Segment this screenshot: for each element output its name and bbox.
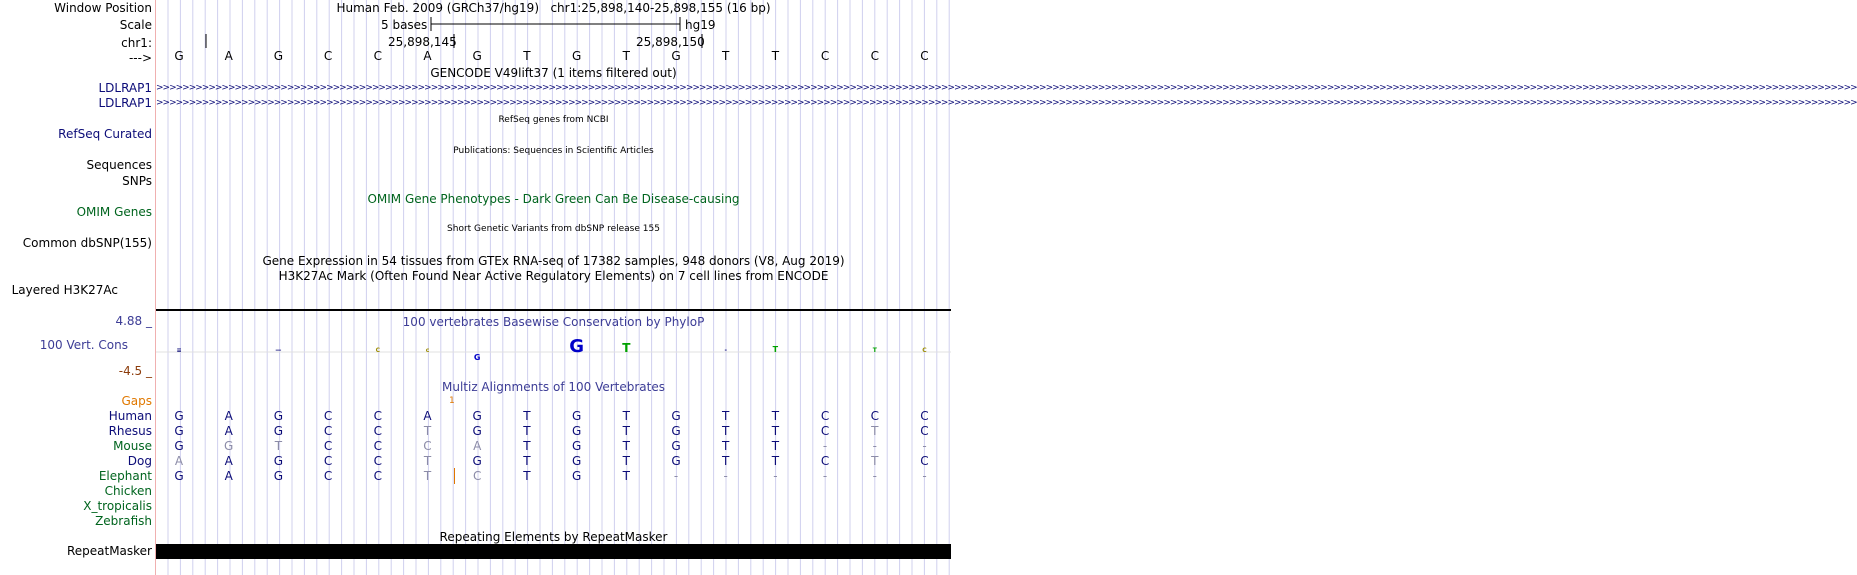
alignment-base: C xyxy=(920,424,929,438)
ldlrap1-label-2[interactable]: LDLRAP1 xyxy=(98,96,152,110)
alignment-base: C xyxy=(920,409,929,423)
alignment-base: C xyxy=(820,424,830,438)
alignment-base: C xyxy=(820,454,830,468)
position-tick-1: 25,898,145 xyxy=(388,35,457,49)
h3k27ac-signal-line xyxy=(156,309,951,311)
alignment-base: T xyxy=(622,424,630,438)
alignment-base: G xyxy=(174,424,184,438)
alignment-base: C xyxy=(870,409,879,423)
alignment-base: - xyxy=(822,439,828,453)
alignment-base: - xyxy=(673,469,679,483)
refseq-title: RefSeq genes from NCBI xyxy=(498,115,609,125)
alignment-base: C xyxy=(820,409,830,423)
track-display[interactable] xyxy=(155,0,1857,575)
sequences-label[interactable]: Sequences xyxy=(86,158,152,172)
alignment-base: C xyxy=(423,439,432,453)
ldlrap1-label-1[interactable]: LDLRAP1 xyxy=(98,81,152,95)
alignment-base: A xyxy=(174,454,184,468)
conservation-letter: C xyxy=(922,347,927,354)
alignment-base: T xyxy=(523,424,531,438)
alignment-base: G xyxy=(174,409,184,423)
reference-base: G xyxy=(472,49,482,63)
alignment-base: C xyxy=(373,424,382,438)
alignment-base: C xyxy=(323,454,333,468)
alignment-base: T xyxy=(771,439,780,453)
alignment-base: G xyxy=(571,424,582,438)
vert-cons-label[interactable]: 100 Vert. Cons xyxy=(39,338,128,352)
alignment-base: G xyxy=(571,439,582,453)
position-range: chr1:25,898,140-25,898,155 (16 bp) xyxy=(550,1,771,15)
species-label-x_tropicalis[interactable]: X_tropicalis xyxy=(83,499,152,513)
species-label-rhesus[interactable]: Rhesus xyxy=(108,424,152,438)
alignment-base: T xyxy=(523,439,531,453)
alignment-base: G xyxy=(273,469,284,483)
alignment-base: T xyxy=(871,454,879,468)
strand-arrow-label: ---> xyxy=(128,51,152,65)
alignment-base: G xyxy=(671,454,681,468)
alignment-base: - xyxy=(872,439,877,453)
alignment-base: - xyxy=(773,469,778,483)
scale-db: hg19 xyxy=(685,18,716,32)
repeatmasker-label[interactable]: RepeatMasker xyxy=(66,544,152,558)
alignment-base: - xyxy=(822,469,828,483)
alignment-base: T xyxy=(771,424,780,438)
conservation-letter: T xyxy=(872,347,877,354)
conservation-letter: ≡ xyxy=(176,347,182,354)
alignment-base: - xyxy=(723,469,728,483)
alignment-base: T xyxy=(423,424,432,438)
alignment-base: A xyxy=(224,409,233,423)
alignment-base: T xyxy=(523,409,531,423)
alignment-base: C xyxy=(323,439,333,453)
conservation-logo xyxy=(156,330,951,375)
alignment-base: T xyxy=(871,424,879,438)
position-tick-2: 25,898,150 xyxy=(636,35,705,49)
reference-base: C xyxy=(870,49,879,63)
assembly-name: Human Feb. 2009 (GRCh37/hg19) xyxy=(336,1,539,15)
alignment-base: C xyxy=(323,424,333,438)
gtex-title: Gene Expression in 54 tissues from GTEx RNA-seq of 17382 samples, 948 donors (V8, Aug 2019) xyxy=(262,254,845,268)
alignment-base: G xyxy=(571,454,582,468)
alignment-base: G xyxy=(224,439,234,453)
alignment-base: A xyxy=(224,424,233,438)
omim-genes-label[interactable]: OMIM Genes xyxy=(76,205,152,219)
reference-base: C xyxy=(323,49,333,63)
h3k27ac-title: H3K27Ac Mark (Often Found Near Active Regulatory Elements) on 7 cell lines from ENCODE xyxy=(278,269,829,283)
species-label-dog[interactable]: Dog xyxy=(127,454,152,468)
alignment-base: T xyxy=(771,454,780,468)
layered-h3k27ac-label[interactable]: Layered H3K27Ac xyxy=(11,283,118,297)
conservation-letter: - xyxy=(724,347,727,354)
conservation-letter: c xyxy=(425,347,430,354)
omim-title: OMIM Gene Phenotypes - Dark Green Can Be Disease-causing xyxy=(367,192,740,206)
reference-base: A xyxy=(423,49,432,63)
multiz-title: Multiz Alignments of 100 Vertebrates xyxy=(441,380,666,394)
snps-label[interactable]: SNPs xyxy=(122,174,152,188)
conservation-max-label: 4.88 _ xyxy=(115,314,152,328)
ldlrap1-gene-2[interactable]: >>>>>>>>>>>>>>>>>>>>>>>>>>>>>>>>>>>>>>>>>>>>>>>>>>>>>>>>>>>>>>>>>>>>>>>>>>>>>>>>>>>>>>>>>>>>>>>>>>>>>>>>>>>>>>>>>>>>>>>>>>>>>>>>>>>>>>>>>>>>>>>>>>>>>>>>>>>>>>>>>>>>>>>>>>>>>>>>>>>>>>>>>>>>>>>>>>>>>>>>>>>>>>>>>>>>>>>>>>>>>>>>>>>>>>>>>>>>>>>>>>>>>>>>>>>>>>>>>>>> xyxy=(156,98,1857,108)
publications-title: Publications: Sequences in Scientific Articles xyxy=(453,146,654,156)
alignment-base: T xyxy=(523,469,531,483)
gap-marker xyxy=(454,468,455,484)
alignment-base: A xyxy=(224,454,233,468)
alignment-base: T xyxy=(423,454,432,468)
alignment-base: G xyxy=(571,409,582,423)
window-position-label: Window Position xyxy=(54,1,152,15)
reference-base: G xyxy=(174,49,184,63)
alignment-base: A xyxy=(224,469,233,483)
alignment-base: T xyxy=(622,439,630,453)
common-dbsnp-label[interactable]: Common dbSNP(155) xyxy=(22,236,152,250)
alignment-base: T xyxy=(722,424,730,438)
reference-base: T xyxy=(771,49,780,63)
alignment-base: G xyxy=(472,454,482,468)
window-position xyxy=(156,1,951,15)
alignment-base: C xyxy=(373,409,382,423)
reference-base: C xyxy=(820,49,830,63)
alignment-base: - xyxy=(922,439,927,453)
species-label-elephant[interactable]: Elephant xyxy=(98,469,152,483)
reference-base: G xyxy=(273,49,284,63)
alignment-base: C xyxy=(373,439,382,453)
alignment-base: C xyxy=(920,454,929,468)
alignment-base: C xyxy=(323,409,333,423)
conservation-letter: T xyxy=(772,345,779,354)
phylop-title: 100 vertebrates Basewise Conservation by PhyloP xyxy=(402,315,705,329)
gencode-title: GENCODE V49lift37 (1 items filtered out) xyxy=(430,66,677,80)
gap-count: 1 xyxy=(449,396,455,406)
alignment-base: C xyxy=(323,469,333,483)
alignment-base: T xyxy=(423,469,432,483)
species-label-chicken[interactable]: Chicken xyxy=(104,484,152,498)
conservation-letter: G xyxy=(473,353,481,362)
conservation-letter: C xyxy=(375,347,381,354)
alignment-base: G xyxy=(273,454,284,468)
alignment-base: G xyxy=(472,409,482,423)
conservation-letter: G xyxy=(569,336,584,357)
refseq-curated-label[interactable]: RefSeq Curated xyxy=(58,127,152,141)
track-labels xyxy=(0,0,155,575)
reference-base: T xyxy=(622,49,630,63)
species-label-mouse[interactable]: Mouse xyxy=(113,439,152,453)
reference-base: G xyxy=(571,49,582,63)
conservation-letter: T xyxy=(622,341,631,355)
alignment-base: G xyxy=(671,439,681,453)
alignment-base: G xyxy=(571,469,582,483)
alignment-base: G xyxy=(671,409,681,423)
alignment-base: A xyxy=(473,439,482,453)
alignment-base: - xyxy=(922,469,927,483)
alignment-base: T xyxy=(722,409,730,423)
dbsnp-title: Short Genetic Variants from dbSNP release 155 xyxy=(447,224,660,234)
alignment-base: T xyxy=(523,454,531,468)
alignment-base: T xyxy=(274,439,283,453)
reference-base: C xyxy=(920,49,929,63)
alignment-base: C xyxy=(373,469,382,483)
reference-base: G xyxy=(671,49,681,63)
scale-text: 5 bases xyxy=(381,18,428,32)
alignment-base: G xyxy=(273,409,284,423)
alignment-base: G xyxy=(273,424,284,438)
alignment-base: T xyxy=(722,454,730,468)
ldlrap1-gene-1[interactable]: >>>>>>>>>>>>>>>>>>>>>>>>>>>>>>>>>>>>>>>>>>>>>>>>>>>>>>>>>>>>>>>>>>>>>>>>>>>>>>>>>>>>>>>>>>>>>>>>>>>>>>>>>>>>>>>>>>>>>>>>>>>>>>>>>>>>>>>>>>>>>>>>>>>>>>>>>>>>>>>>>>>>>>>>>>>>>>>>>>>>>>>>>>>>>>>>>>>>>>>>>>>>>>>>>>>>>>>>>>>>>>>>>>>>>>>>>>>>>>>>>>>>>>>>>>>>>>>>>>>> xyxy=(156,83,1857,93)
gaps-label[interactable]: Gaps xyxy=(121,394,152,408)
alignment-base: T xyxy=(622,454,630,468)
alignment-base: T xyxy=(622,409,630,423)
alignment-base: C xyxy=(373,454,382,468)
alignment-base: G xyxy=(472,424,482,438)
species-label-human[interactable]: Human xyxy=(108,409,152,423)
alignment-base: G xyxy=(671,424,681,438)
alignment-base: T xyxy=(771,409,780,423)
reference-base: T xyxy=(523,49,531,63)
alignment-base: A xyxy=(423,409,432,423)
alignment-base: G xyxy=(174,469,184,483)
chr-label: chr1: xyxy=(121,36,152,50)
conservation-letter: — xyxy=(275,347,282,354)
alignment-base: C xyxy=(472,469,482,483)
repeatmasker-title: Repeating Elements by RepeatMasker xyxy=(439,530,668,544)
reference-base: T xyxy=(722,49,730,63)
conservation-min-label: -4.5 _ xyxy=(118,364,152,378)
scale-label: Scale xyxy=(119,18,152,32)
alignment-base: T xyxy=(622,469,630,483)
reference-base: A xyxy=(224,49,233,63)
repeatmasker-bar[interactable] xyxy=(156,544,951,559)
alignment-base: - xyxy=(872,469,877,483)
species-label-zebrafish[interactable]: Zebrafish xyxy=(95,514,152,528)
alignment-base: T xyxy=(722,439,730,453)
alignment-base: G xyxy=(174,439,184,453)
reference-base: C xyxy=(373,49,382,63)
